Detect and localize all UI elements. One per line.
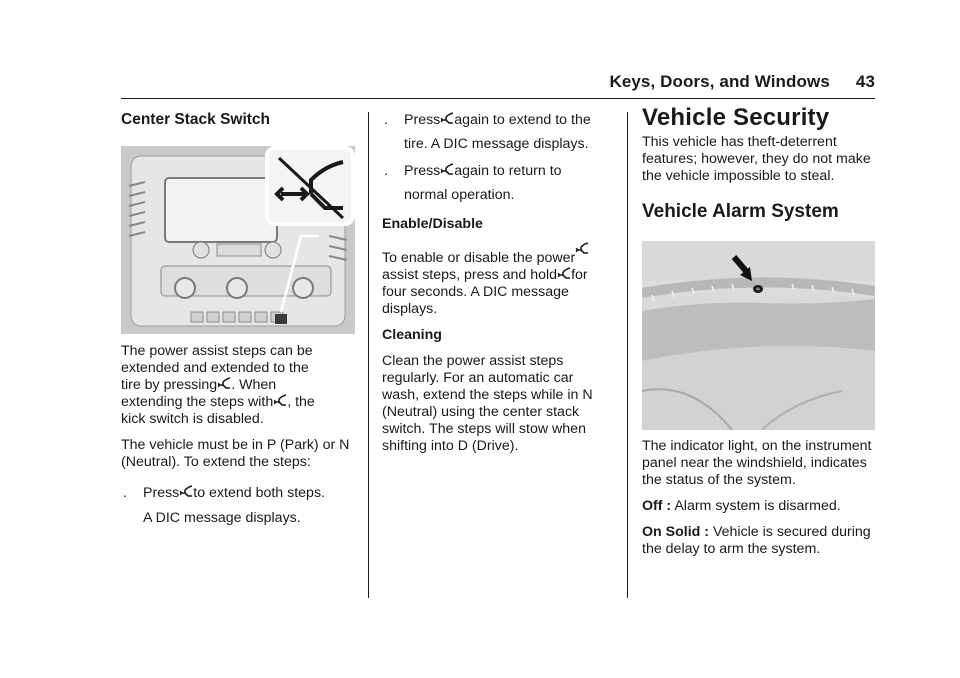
bullet1-c: A DIC message displays. — [143, 510, 301, 526]
para1-f: kick switch is disabled. — [121, 411, 264, 427]
para-park: The vehicle must be in P (Park) or N (Neutral). To extend the steps: — [121, 437, 350, 470]
para1-e: , the — [287, 394, 315, 410]
assist-step-icon — [179, 485, 193, 499]
column-right — [642, 104, 878, 222]
bullet3-b: again to return to — [454, 163, 562, 179]
enable-heading: Enable/Disable — [382, 216, 483, 232]
assist-step-icon — [440, 163, 454, 177]
header-rule — [121, 98, 875, 99]
para1-d: extending the steps with — [121, 394, 274, 410]
cleaning-text: Clean the power assist steps regularly. For an automatic car wash, extend the steps while in N (Neutral) using the center stack switch. The steps will stow when shifting into D (Drive). — [382, 353, 593, 454]
para-intro — [121, 343, 361, 428]
enable-a: To enable or disable the power — [382, 250, 576, 266]
para1-a: The power assist steps can be extended and extended to the — [121, 343, 313, 376]
alarm-heading: Vehicle Alarm System — [642, 201, 839, 222]
off-label: Off : — [642, 498, 672, 514]
indicator-text: The indicator light, on the instrument panel near the windshield, indicates the status of the system. — [642, 438, 872, 488]
solid-label: On Solid : — [642, 524, 709, 540]
assist-step-icon — [557, 267, 571, 281]
bullet-item: . Press again to return to normal operation. — [384, 163, 562, 203]
enable-d: four seconds. A DIC message displays. — [382, 284, 569, 317]
solid-status — [642, 524, 878, 558]
column-left — [121, 111, 361, 128]
security-text: This vehicle has theft-deterrent features; however, they do not make the vehicle impossible to steal. — [642, 134, 871, 184]
off-text: Alarm system is disarmed. — [674, 498, 841, 514]
bullet3-a: Press — [404, 163, 441, 179]
vehicle-security-heading: Vehicle Security — [642, 104, 830, 131]
header-title: Keys, Doors, and Windows — [609, 72, 830, 91]
off-status — [642, 498, 878, 515]
column-left-text — [121, 343, 361, 527]
assist-step-icon — [217, 377, 231, 391]
enable-c: for — [571, 267, 588, 283]
center-stack-heading: Center Stack Switch — [121, 111, 271, 128]
bullet2-a: Press — [404, 112, 441, 128]
column-right-text — [642, 438, 878, 567]
assist-step-icon — [575, 242, 589, 256]
bullet-item: . Press to extend both steps. A DIC message displays. — [123, 485, 325, 526]
assist-step-icon — [440, 112, 454, 126]
para1-b: tire by pressing — [121, 377, 218, 393]
assist-step-icon — [273, 394, 287, 408]
para1-c: . When — [231, 377, 277, 393]
enable-text — [382, 242, 614, 318]
running-header — [609, 72, 875, 92]
alarm-illustration — [642, 241, 875, 430]
column-middle — [382, 112, 614, 464]
solid-text: Vehicle is secured during the delay to arm the system. — [642, 524, 871, 557]
column-divider — [627, 112, 628, 598]
enable-b: assist steps, press and hold — [382, 267, 558, 283]
bullet2-c: tire. A DIC message displays. — [404, 136, 589, 152]
page-number: 43 — [855, 72, 875, 91]
cleaning-heading: Cleaning — [382, 327, 442, 343]
bullet3-c: normal operation. — [404, 187, 515, 203]
bullet1-b: to extend both steps. — [193, 485, 325, 501]
bullet2-b: again to extend to the — [454, 112, 591, 128]
bullet-item: . Press again to extend to the tire. A DIC message displays. — [384, 112, 591, 152]
bullet1-a: Press — [143, 485, 180, 501]
center-stack-illustration — [121, 146, 355, 334]
column-divider — [368, 112, 369, 598]
